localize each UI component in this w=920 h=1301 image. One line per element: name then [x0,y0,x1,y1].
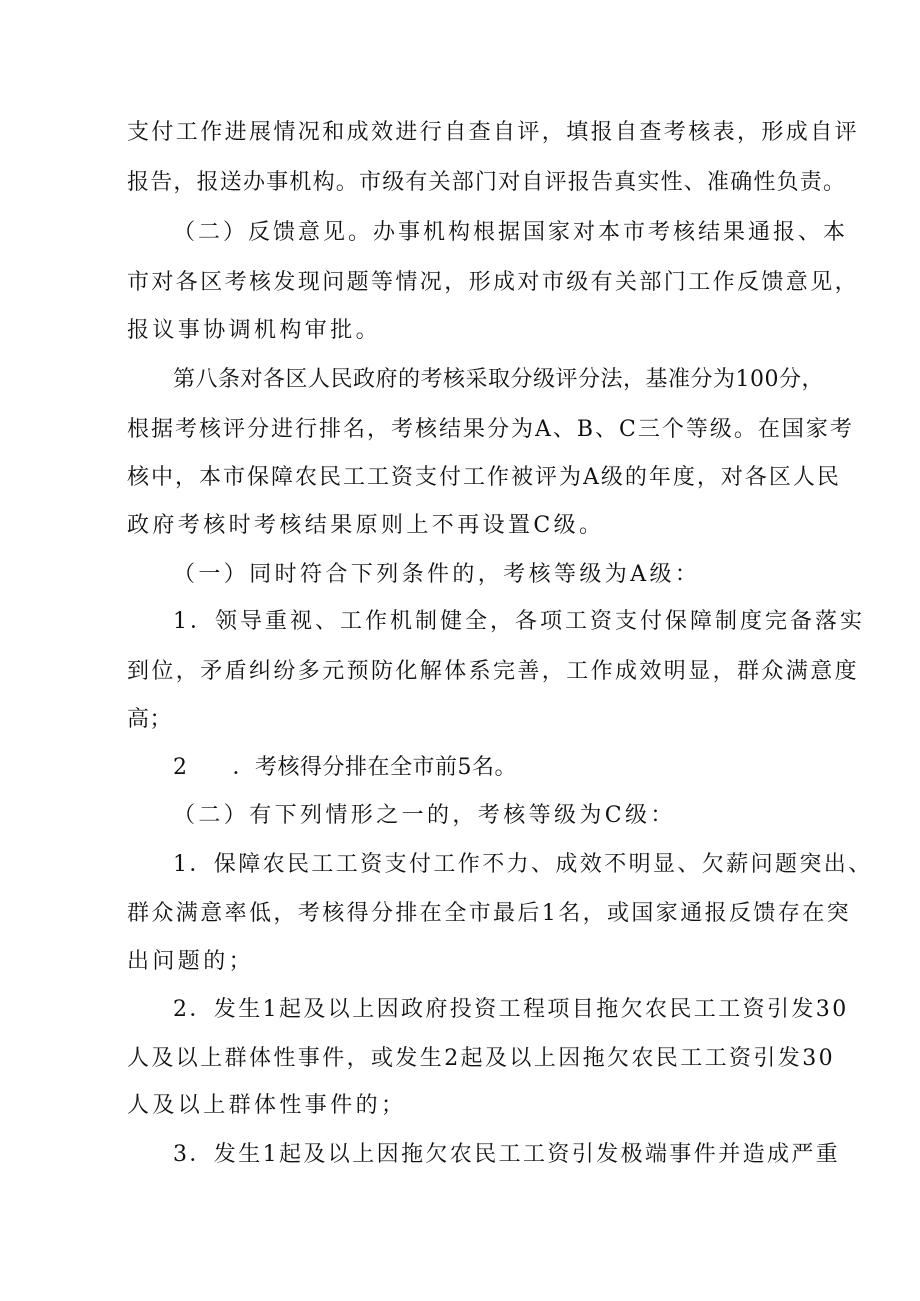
text-line: 政府考核时考核结果原则上不再设置C级。 [127,513,605,538]
text-line: 高； [127,707,173,732]
list-item: 3．发生1起及以上因拖欠农民工工资引发极端事件并造成严重 [173,1142,841,1167]
text-line: 报议事协调机构审批。 [127,318,382,343]
paragraph-heading: （二）有下列情形之一的，考核等级为C级： [173,803,676,828]
list-item: 2 ．考核得分排在全市前5名。 [173,755,517,780]
text-line: 群众满意率低，考核得分排在全市最后1名，或国家通报反馈存在突 [127,901,851,926]
text-line: 出问题的； [127,949,255,974]
text-line: 报告，报送办事机构。市级有关部门对自评报告真实性、准确性负责。 [127,170,847,195]
article-heading: 第八条对各区人民政府的考核采取分级评分法，基准分为100分， [173,367,824,392]
text-line: 市对各区考核发现问题等情况，形成对市级有关部门工作反馈意见， [127,270,860,295]
text-line: 人及以上群体性事件，或发生2起及以上因拖欠农民工工资引发30 [127,1046,835,1071]
list-item: 2．发生1起及以上因政府投资工程项目拖欠农民工工资引发30 [173,997,849,1022]
list-item: 1．领导重视、工作机制健全，各项工资支付保障制度完备落实 [173,609,865,634]
text-line: 核中，本市保障农民工工资支付工作被评为A级的年度，对各区人民 [127,465,841,490]
paragraph-heading: （一）同时符合下列条件的，考核等级为A级： [173,562,701,587]
text-line: 支付工作进展情况和成效进行自查自评，填报自查考核表，形成自评 [127,120,860,145]
list-item: 1．保障农民工工资支付工作不力、成效不明显、欠薪问题突出、 [173,852,873,877]
paragraph-heading: （二）反馈意见。办事机构根据国家对本市考核结果通报、本 [173,220,849,245]
text-line: 根据考核评分进行排名，考核结果分为A、B、C三个等级。在国家考 [127,417,854,442]
text-line: 到位，矛盾纠纷多元预防化解体系完善，工作成效明显，群众满意度 [127,659,860,684]
text-line: 人及以上群体性事件的； [127,1093,407,1118]
